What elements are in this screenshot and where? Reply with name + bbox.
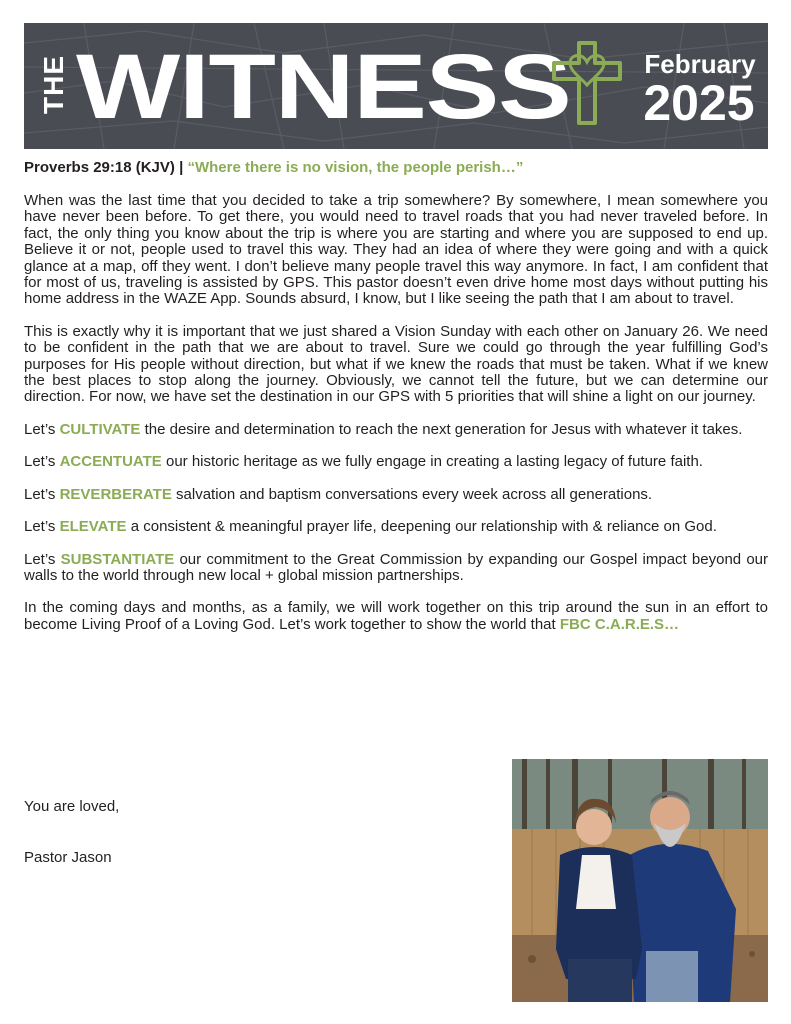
priority-substantiate [24,552,768,585]
priority-prefix: Let’s [24,550,56,568]
article-body [24,159,768,649]
priority-text: our historic heritage as we fully engage in creating a lasting legacy of future faith. [165,453,703,471]
closing-highlight: FBC C.A.R.E.S… [559,615,680,633]
masthead-title: WITNESS [76,36,571,138]
priority-keyword: SUBSTANTIATE [60,550,175,568]
priority-cultivate [24,422,768,438]
priority-keyword: ACCENTUATE [59,453,162,471]
priority-accentuate [24,454,768,470]
priority-text: a consistent & meaningful prayer life, deepening our relationship with & reliance on God. [130,518,717,536]
pastor-photo [512,759,768,1002]
priority-prefix: Let’s [24,518,56,536]
priority-prefix: Let’s [24,420,56,438]
signoff-line: You are loved, [24,798,120,815]
issue-year: 2025 [643,75,755,131]
scripture-verse [24,159,768,177]
priority-text: our commitment to the Great Commission by expanding our Gospel impact beyond our walls to the world through new local + global mission partnerships. [24,550,769,584]
priority-prefix: Let’s [24,485,56,503]
closing-text: In the coming days and months, as a family, we will work together on this trip around the sun in an effort to become Living Proof of a Loving God. Let’s work together to show the world that [24,599,768,633]
verse-reference: Proverbs 29:18 (KJV) | [24,159,184,176]
issue-month: February [644,49,756,79]
priority-reverberate [24,487,768,503]
priority-text: the desire and determination to reach the next generation for Jesus with whatever it takes. [144,420,743,438]
paragraph-closing [24,600,768,633]
paragraph-vision: This is exactly why it is important that we just shared a Vision Sunday with each other on January 26. We need to be confident in the path that we are about to travel. Sure we could go through the year fulfilling God’s purposes for His people without direction, but what if we knew the roads that must be taken. What if we knew the best places to stop along the journey. Obviously, we cannot tell the future, but we can determine our direction. For now, we have set the destination in our GPS with 5 priorities that will shine a light on our journey. [24,322,768,406]
paragraph-intro: When was the last time that you decided to take a trip somewhere? By somewhere, I mean somewhere you have never been before. To get there, you would need to travel roads that you had never traveled before. In fact, the only thing you know about the trip is where you are starting and where you are supposed to end up. Believe it or not, people used to travel this way. They had an idea of where they were going and with a quick glance at a map, off they went. I don’t believe many people travel this way anymore. In fact, I am confident that for most of us, traveling is assisted by GPS. This pastor doesn’t even drive home most days without putting his home address in the WAZE App. Sounds absurd, I know, but I like seeing the path that I am about to travel. [24,192,768,308]
priority-keyword: CULTIVATE [59,420,141,438]
verse-quote: “Where there is no vision, the people perish…” [187,159,524,176]
masthead-the: THE [38,55,69,114]
priority-prefix: Let’s [24,453,56,471]
priority-keyword: ELEVATE [59,518,127,536]
cross-heart-icon [552,41,622,125]
signoff-signature: Pastor Jason [24,849,112,866]
priority-elevate [24,519,768,535]
priority-text: salvation and baptism conversations every week across all generations. [176,485,653,503]
priority-keyword: REVERBERATE [59,485,172,503]
masthead-banner [24,23,768,149]
